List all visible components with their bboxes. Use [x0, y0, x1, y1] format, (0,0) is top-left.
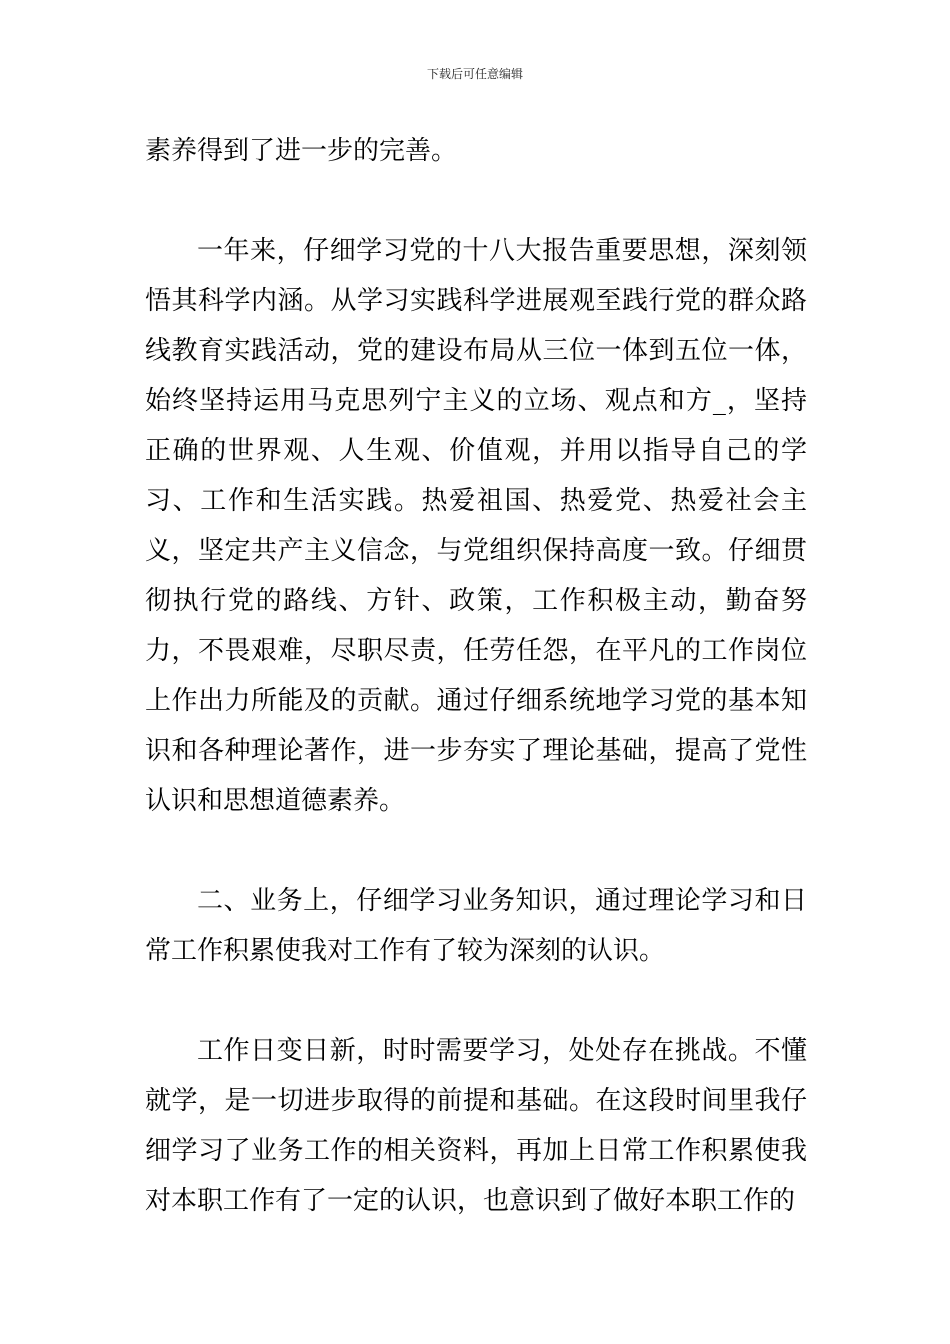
paragraph-gap	[145, 976, 807, 1026]
paragraph-work: 工作日变日新，时时需要学习，处处存在挑战。不懂就学，是一切进步取得的前提和基础。在这段时间里我仔细学习了业务工作的相关资料，再加上日常工作积累使我对本职工作有了一定的认识，也意识到了做好本职工作的	[145, 1036, 807, 1216]
page-header: 下载后可任意编辑	[426, 67, 523, 81]
paragraph-study: 一年来，仔细学习党的十八大报告重要思想，深刻领悟其科学内涵。从学习实践科学进展观至践行党的群众路线教育实践活动，党的建设布局从三位一体到五位一体，始终坚持运用马克思列宁主义的立场、观点和方_，坚持正确的世界观、人生观、价值观，并用以指导自己的学习、工作和生活实践。热爱祖国、热爱党、热爱社会主义，坚定共产主义信念，与党组织保持高度一致。仔细贯彻执行党的路线、方针、政策，工作积极主动，勤奋努力，不畏艰难，尽职尽责，任劳任怨，在平凡的工作岗位上作出力所能及的贡献。通过仔细系统地学习党的基本知识和各种理论著作，进一步夯实了理论基础，提高了党性认识和思想道德素养。	[145, 236, 807, 816]
paragraph-business-heading: 二、业务上，仔细学习业务知识，通过理论学习和日常工作积累使我对工作有了较为深刻的认识。	[145, 886, 807, 966]
document-body	[145, 126, 807, 1226]
paragraph-continuation: 素养得到了进一步的完善。	[145, 136, 458, 166]
paragraph-gap	[145, 826, 807, 876]
paragraph-gap	[145, 176, 807, 226]
